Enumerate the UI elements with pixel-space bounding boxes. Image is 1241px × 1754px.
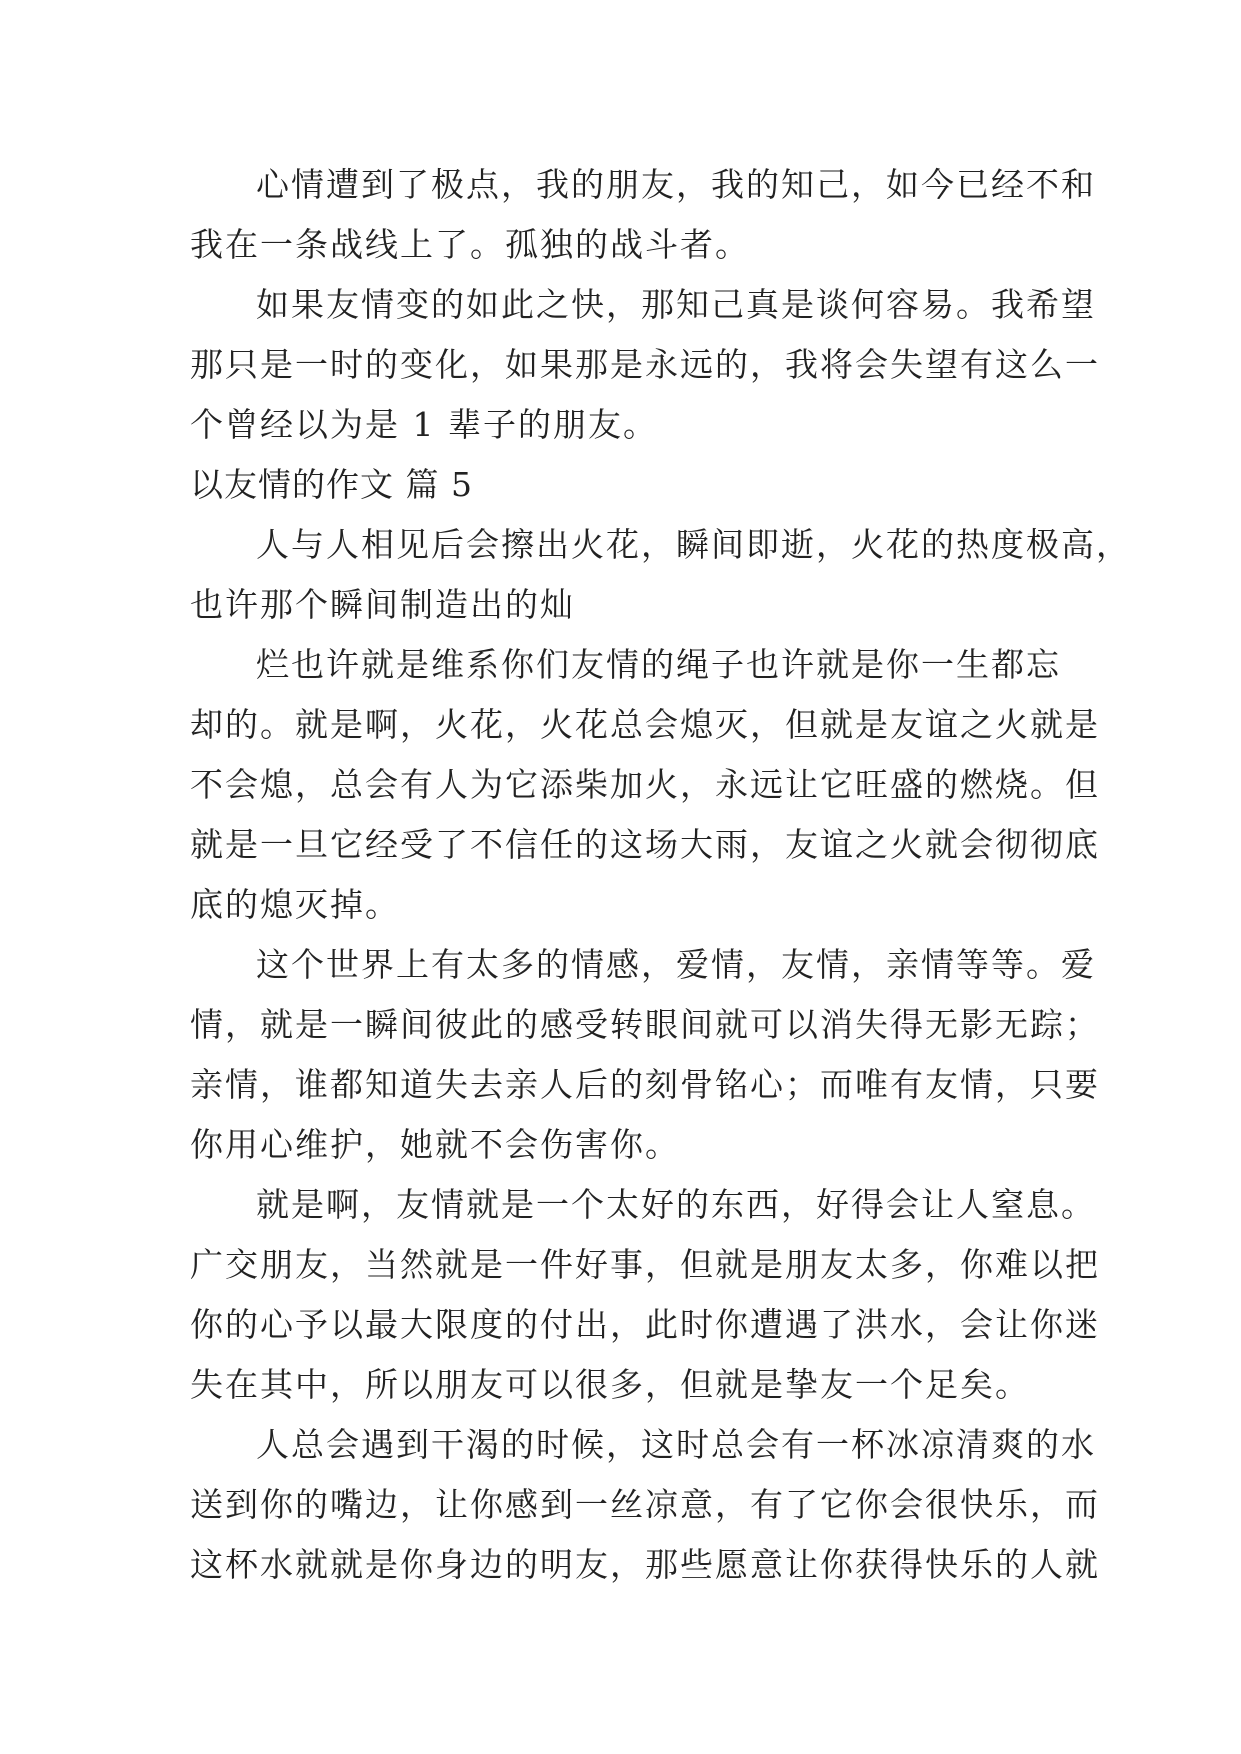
text-line: 人与人相见后会擦出火花，瞬间即逝，火花的热度极高， [256, 525, 1131, 564]
text-line: 也许那个瞬间制造出的灿 [190, 585, 575, 624]
text-line: 烂也许就是维系你们友情的绳子也许就是你一生都忘 [256, 645, 1061, 684]
text-line: 送到你的嘴边，让你感到一丝凉意，有了它你会很快乐，而 [190, 1485, 1100, 1524]
text-line: 那只是一时的变化，如果那是永远的，我将会失望有这么一 [190, 345, 1100, 384]
text-line: 亲情，谁都知道失去亲人后的刻骨铭心；而唯有友情，只要 [190, 1065, 1100, 1104]
text-line: 个曾经以为是 1 辈子的朋友。 [190, 405, 658, 444]
text-line: 广交朋友，当然就是一件好事，但就是朋友太多，你难以把 [190, 1245, 1100, 1284]
text-line: 我在一条战线上了。孤独的战斗者。 [190, 225, 750, 264]
text-line: 却的。就是啊，火花，火花总会熄灭，但就是友谊之火就是 [190, 705, 1100, 744]
text-line: 心情遭到了极点，我的朋友，我的知己，如今已经不和 [256, 165, 1096, 204]
text-line: 就是一旦它经受了不信任的这场大雨，友谊之火就会彻彻底 [190, 825, 1100, 864]
text-line: 不会熄，总会有人为它添柴加火，永远让它旺盛的燃烧。但 [190, 765, 1100, 804]
document-page [190, 155, 1131, 1595]
text-line: 人总会遇到干渴的时候，这时总会有一杯冰凉清爽的水 [256, 1425, 1096, 1464]
text-line: 底的熄灭掉。 [190, 885, 400, 924]
text-line: 就是啊，友情就是一个太好的东西，好得会让人窒息。 [256, 1185, 1096, 1224]
text-line: 你的心予以最大限度的付出，此时你遭遇了洪水，会让你迷 [190, 1305, 1100, 1344]
text-line: 这杯水就就是你身边的明友，那些愿意让你获得快乐的人就 [190, 1545, 1100, 1584]
text-line: 这个世界上有太多的情感，爱情，友情，亲情等等。爱 [256, 945, 1096, 984]
text-line: 如果友情变的如此之快，那知己真是谈何容易。我希望 [256, 285, 1096, 324]
text-line: 情，就是一瞬间彼此的感受转眼间就可以消失得无影无踪； [190, 1005, 1100, 1044]
text-line: 你用心维护，她就不会伤害你。 [190, 1125, 680, 1164]
text-line: 失在其中，所以朋友可以很多，但就是挚友一个足矣。 [190, 1365, 1030, 1404]
section-heading: 以友情的作文 篇 5 [190, 465, 473, 504]
